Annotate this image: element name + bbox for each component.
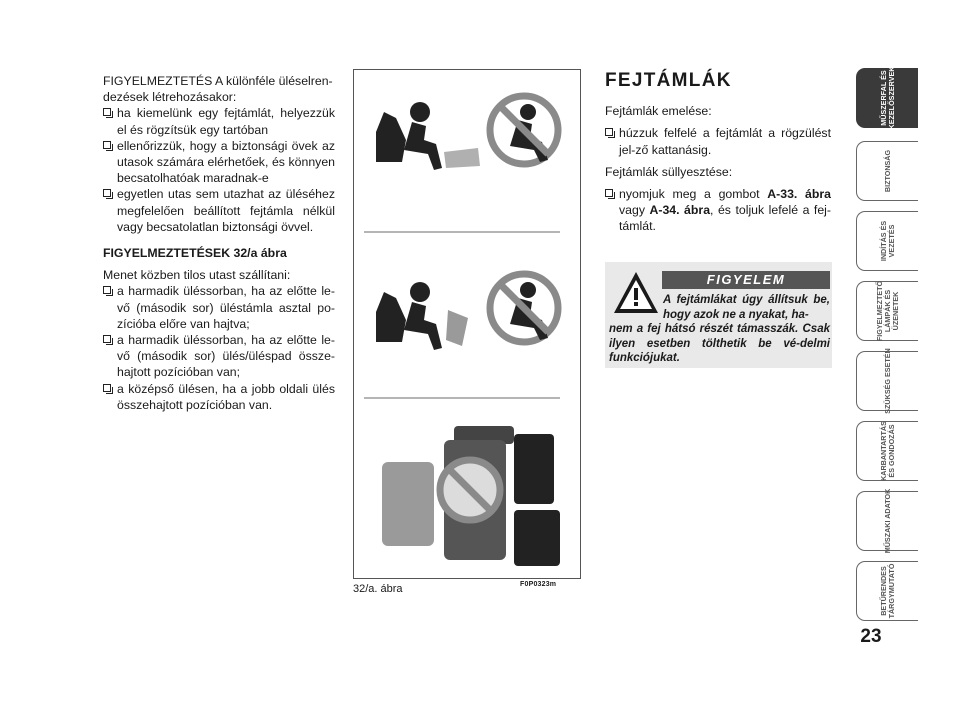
folded-seat-icon xyxy=(446,310,468,346)
checkbox-bullet-icon xyxy=(103,108,111,116)
tab-biztonsag[interactable]: BIZTONSÁG xyxy=(856,141,918,201)
list-item: nyomjuk meg a gombot A-33. ábra vagy A-34. ábra, és toljuk lefelé a fej-támlát. xyxy=(605,186,831,235)
checkbox-bullet-icon xyxy=(103,335,111,343)
page-number: 23 xyxy=(860,626,882,647)
driver-head-icon xyxy=(410,102,430,122)
list-item: ellenőrizzük, hogy a biztonsági övek az utasok számára elérhetőek, és könnyen becsatolhatóak maradnak-e xyxy=(103,138,335,187)
section-intro: Menet közben tilos utast szállítani: xyxy=(103,268,291,283)
warning-intro: FIGYELMEZTETÉS A különféle üléselren-dezések létrehozásakor: xyxy=(103,74,333,105)
lower-label: Fejtámlák süllyesztése: xyxy=(605,164,733,179)
checkbox-bullet-icon xyxy=(605,189,613,197)
tab-inditas[interactable]: INDÍTÁS ÉS VEZETÉS xyxy=(856,211,918,271)
tab-muszaki[interactable]: MŰSZAKI ADATOK xyxy=(856,491,918,551)
figure-32a xyxy=(353,69,581,579)
figure-ref: A-33. ábra xyxy=(767,187,832,202)
seating-illustration xyxy=(354,70,580,578)
figure-ref: A-34. ábra xyxy=(649,203,711,218)
tab-szukseg[interactable]: SZÜKSÉG ESETÉN xyxy=(856,351,918,411)
panel-top-view xyxy=(382,426,560,566)
checkbox-bullet-icon xyxy=(605,128,613,136)
tab-muszerfal[interactable]: MŰSZERFAL ÉS KEZELŐSZERVEK xyxy=(856,68,918,128)
folded-seat-icon xyxy=(444,148,480,168)
section-heading: FIGYELMEZTETÉSEK 32/a ábra xyxy=(103,246,287,261)
checkbox-bullet-icon xyxy=(103,286,111,294)
warning-text: A fejtámlákat úgy állítsuk be, hogy azok ne a nyakat, ha- nem a fej hátsó részét támasszák. Csak ilyen esetben tölthetik be vé-delmi funkciójukat. xyxy=(609,294,830,365)
left-column xyxy=(103,73,335,413)
raise-label: Fejtámlák emelése: xyxy=(605,104,712,119)
figure-code: F0P0323m xyxy=(520,581,557,588)
right-seat-back-icon xyxy=(514,434,554,504)
front-seat-icon xyxy=(376,292,406,342)
list-item: a harmadik üléssorban, ha az előtte le-vő (második sor) ülés/üléspad össze-hajtott pozícióban van; xyxy=(103,332,335,381)
list-item: ha kiemelünk egy fejtámlát, helyezzük el és rögzítsük egy tartóban xyxy=(103,105,335,137)
checkbox-bullet-icon xyxy=(103,141,111,149)
warning-label: FIGYELEM xyxy=(662,271,830,289)
driver-body-icon xyxy=(404,122,442,170)
warning-box xyxy=(605,262,832,368)
tab-targymutato[interactable]: BETŰRENDES TÁRGYMUTATÓ xyxy=(856,561,918,621)
checkbox-bullet-icon xyxy=(103,189,111,197)
driver-head-icon xyxy=(410,282,430,302)
panel-folded-seat xyxy=(376,274,558,350)
right-seat-cushion-icon xyxy=(514,510,560,566)
list-item: a középső ülésen, ha a jobb oldali ülés összehajtott pozícióban van. xyxy=(103,381,335,413)
tab-figyelmezteto[interactable]: FIGYELMEZTETŐ LÁMPÁK ÉS ÜZENETEK xyxy=(856,281,918,341)
figure-caption: 32/a. ábra xyxy=(353,583,403,595)
list-item: a harmadik üléssorban, ha az előtte le-vő (második sor) üléstámla asztal po-zícióba előre van hajtva; xyxy=(103,283,335,332)
folded-seat-icon xyxy=(382,462,434,546)
driver-body-icon xyxy=(404,302,442,350)
checkbox-bullet-icon xyxy=(103,384,111,392)
tab-karbantartas[interactable]: KARBANTARTÁS ÉS GONDOZÁS xyxy=(856,421,918,481)
section-title: FEJTÁMLÁK xyxy=(605,70,732,91)
list-item: húzzuk felfelé a fejtámlát a rögzülést jel-ző kattanásig. xyxy=(605,125,831,157)
panel-table-position xyxy=(376,96,558,170)
list-item: egyetlen utas sem utazhat az üléséhez megfelelően beállított fejtámla nélkül vagy becsatolatlan biztonsági övvel. xyxy=(103,186,335,235)
front-seat-icon xyxy=(376,112,406,162)
right-column xyxy=(605,70,832,235)
